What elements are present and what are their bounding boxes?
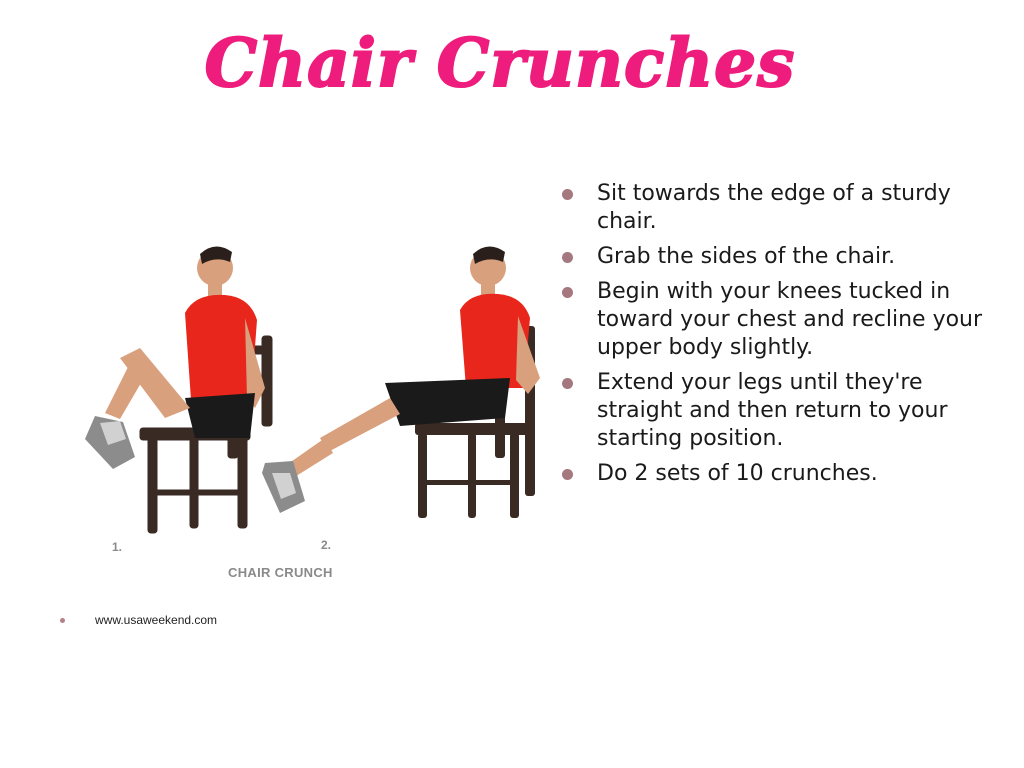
bullet-dot [562, 287, 573, 298]
step-1-label: 1. [112, 540, 123, 554]
bullet-text: Sit towards the edge of a sturdy chair. [597, 181, 951, 234]
exercise-illustration [40, 228, 540, 588]
bullet-dot [562, 378, 573, 389]
figure-step-2 [262, 246, 540, 518]
bullet-text: Begin with your knees tucked in toward your chest and recline your upper body slightly. [597, 279, 983, 360]
list-item [562, 369, 1012, 453]
source-credit [60, 610, 217, 630]
source-link-text: www.usaweekend.com [95, 613, 218, 627]
bullet-dot [562, 252, 573, 263]
bullet-text: Extend your legs until they're straight and then return to your starting position. [597, 370, 948, 451]
instruction-list [562, 180, 1012, 495]
list-item [562, 460, 1012, 488]
bullet-dot [562, 469, 573, 480]
list-item [562, 243, 1012, 271]
figure-step-1 [85, 246, 272, 533]
bullet-text: Do 2 sets of 10 crunches. [597, 461, 878, 486]
slide-title: Chair Crunches [204, 24, 796, 102]
step-2-label: 2. [321, 538, 332, 552]
bullet-dot [562, 189, 573, 200]
chair-crunch-figure [40, 228, 540, 588]
bullet-dot [60, 618, 65, 623]
bullet-text: Grab the sides of the chair. [597, 244, 896, 269]
list-item [562, 180, 1012, 236]
figure-caption: CHAIR CRUNCH [228, 565, 333, 580]
list-item [562, 278, 1012, 362]
